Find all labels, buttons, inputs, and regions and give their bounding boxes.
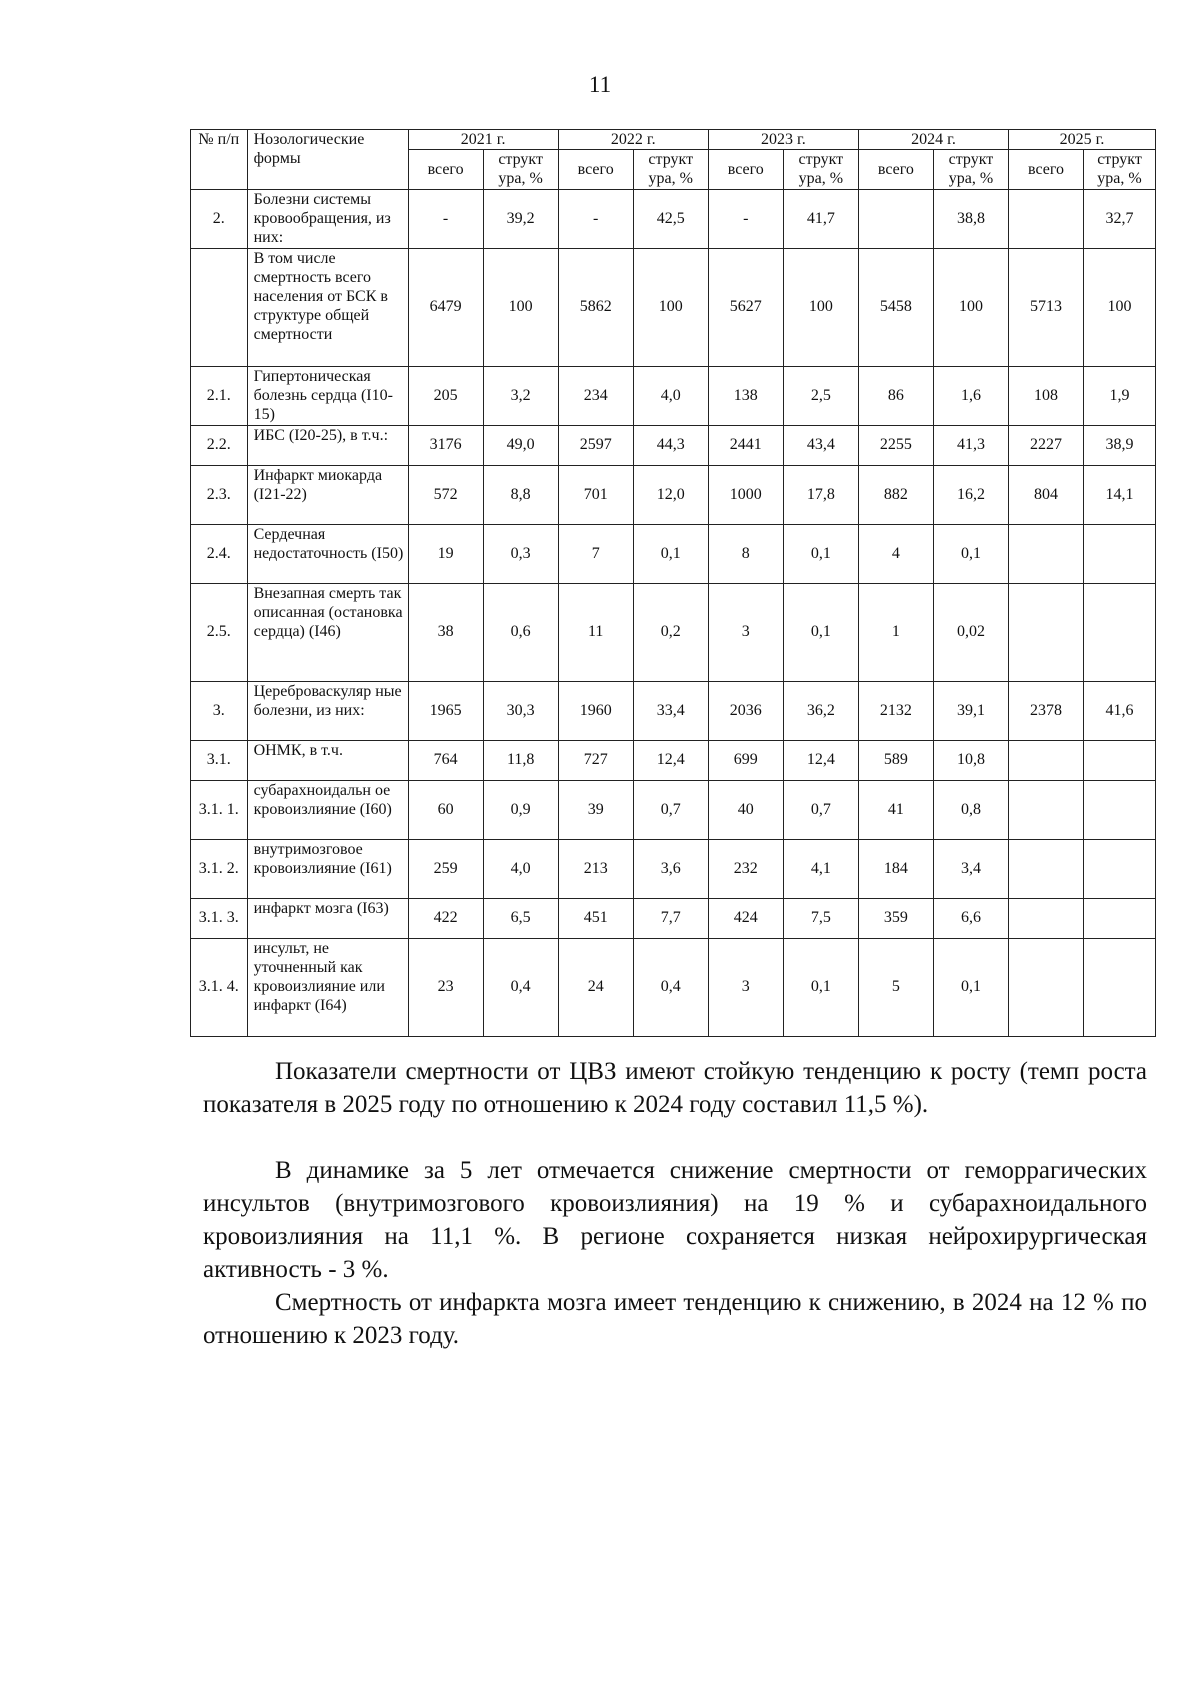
cell-structure: 1,6 xyxy=(933,366,1008,425)
cell-structure xyxy=(1084,524,1156,583)
header-total: всего xyxy=(408,150,483,189)
cell-structure: 42,5 xyxy=(633,189,708,248)
table-row xyxy=(191,465,1156,524)
row-name: В том числе смертность всего населения от БСК в структуре общей смертности xyxy=(247,248,408,366)
cell-structure: 0,1 xyxy=(633,524,708,583)
row-number: 3.1. xyxy=(191,740,248,780)
cell-structure: 17,8 xyxy=(783,465,858,524)
row-number: 3.1. 2. xyxy=(191,839,248,898)
cell-total xyxy=(1009,524,1084,583)
cell-structure: 4,0 xyxy=(483,839,558,898)
cell-total: 589 xyxy=(858,740,933,780)
cell-total: 39 xyxy=(558,780,633,839)
cell-total xyxy=(1009,839,1084,898)
cell-total: 422 xyxy=(408,898,483,938)
cell-total: - xyxy=(708,189,783,248)
table-row xyxy=(191,248,1156,366)
header-total: всего xyxy=(1009,150,1084,189)
cell-total: 699 xyxy=(708,740,783,780)
row-number: 3.1. 4. xyxy=(191,938,248,1036)
cell-structure: 11,8 xyxy=(483,740,558,780)
header-struct: структ ура, % xyxy=(783,150,858,189)
cell-structure: 0,4 xyxy=(483,938,558,1036)
cell-structure: 12,0 xyxy=(633,465,708,524)
cell-structure: 49,0 xyxy=(483,425,558,465)
table-row xyxy=(191,780,1156,839)
cell-total: 3 xyxy=(708,583,783,681)
header-num: № п/п xyxy=(191,130,248,190)
cell-total: 60 xyxy=(408,780,483,839)
cell-total: 8 xyxy=(708,524,783,583)
paragraph-dynamics: В динамике за 5 лет отмечается снижение смертности от геморрагических инсультов (внутримозгового кровоизлияния) на 19 % и субарахноидального кровоизлияния на 11,1 %. В регионе сохраняется низкая нейрохирургическая активность - 3 %. xyxy=(203,1157,1147,1283)
row-number: 2.2. xyxy=(191,425,248,465)
cell-total: 451 xyxy=(558,898,633,938)
cell-structure: 0,6 xyxy=(483,583,558,681)
row-name: внутримозговое кровоизлияние (I61) xyxy=(247,839,408,898)
cell-total: 19 xyxy=(408,524,483,583)
row-name: инфаркт мозга (I63) xyxy=(247,898,408,938)
mortality-table xyxy=(190,129,1156,1037)
cell-total: 2255 xyxy=(858,425,933,465)
cell-structure: 43,4 xyxy=(783,425,858,465)
cell-structure: 16,2 xyxy=(933,465,1008,524)
cell-structure xyxy=(1084,898,1156,938)
cell-total: 5627 xyxy=(708,248,783,366)
table-row xyxy=(191,740,1156,780)
cell-structure: 3,6 xyxy=(633,839,708,898)
cell-total: 359 xyxy=(858,898,933,938)
cell-total: 1965 xyxy=(408,681,483,740)
cell-structure: 6,6 xyxy=(933,898,1008,938)
cell-total: 38 xyxy=(408,583,483,681)
header-struct: структ ура, % xyxy=(483,150,558,189)
cell-structure: 100 xyxy=(1084,248,1156,366)
cell-structure: 6,5 xyxy=(483,898,558,938)
cell-total: 24 xyxy=(558,938,633,1036)
cell-total: 4 xyxy=(858,524,933,583)
cell-structure: 4,0 xyxy=(633,366,708,425)
cell-total: 7 xyxy=(558,524,633,583)
cell-total: 804 xyxy=(1009,465,1084,524)
cell-total: - xyxy=(558,189,633,248)
cell-structure: 7,7 xyxy=(633,898,708,938)
cell-total: 259 xyxy=(408,839,483,898)
cell-total: 5458 xyxy=(858,248,933,366)
cell-total: 2036 xyxy=(708,681,783,740)
cell-total: 572 xyxy=(408,465,483,524)
table-row xyxy=(191,938,1156,1036)
cell-total xyxy=(1009,189,1084,248)
cell-total: 205 xyxy=(408,366,483,425)
table-row xyxy=(191,898,1156,938)
table-row xyxy=(191,524,1156,583)
header-total: всего xyxy=(558,150,633,189)
cell-total: 5862 xyxy=(558,248,633,366)
row-name: ИБС (I20-25), в т.ч.: xyxy=(247,425,408,465)
cell-total: 2441 xyxy=(708,425,783,465)
cell-total: 108 xyxy=(1009,366,1084,425)
header-year: 2023 г. xyxy=(708,130,858,150)
cell-structure: 4,1 xyxy=(783,839,858,898)
cell-structure xyxy=(1084,839,1156,898)
cell-structure: 10,8 xyxy=(933,740,1008,780)
table-row xyxy=(191,425,1156,465)
cell-total: 1 xyxy=(858,583,933,681)
cell-total xyxy=(858,189,933,248)
cell-total: 3176 xyxy=(408,425,483,465)
row-number: 2.5. xyxy=(191,583,248,681)
cell-total xyxy=(1009,583,1084,681)
cell-total: - xyxy=(408,189,483,248)
cell-structure: 0,1 xyxy=(783,583,858,681)
cell-structure: 36,2 xyxy=(783,681,858,740)
row-number: 2.3. xyxy=(191,465,248,524)
cell-structure: 100 xyxy=(633,248,708,366)
table-row xyxy=(191,189,1156,248)
row-name: инсульт, не уточненный как кровоизлияние или инфаркт (I64) xyxy=(247,938,408,1036)
header-struct: структ ура, % xyxy=(933,150,1008,189)
cell-structure: 3,4 xyxy=(933,839,1008,898)
cell-total: 23 xyxy=(408,938,483,1036)
cell-total: 2378 xyxy=(1009,681,1084,740)
cell-total: 882 xyxy=(858,465,933,524)
cell-structure xyxy=(1084,583,1156,681)
cell-total: 701 xyxy=(558,465,633,524)
cell-structure: 41,3 xyxy=(933,425,1008,465)
cell-structure: 8,8 xyxy=(483,465,558,524)
cell-total: 232 xyxy=(708,839,783,898)
header-struct: структ ура, % xyxy=(633,150,708,189)
cell-structure: 100 xyxy=(483,248,558,366)
cell-structure: 44,3 xyxy=(633,425,708,465)
cell-total xyxy=(1009,898,1084,938)
cell-structure: 0,1 xyxy=(933,938,1008,1036)
cell-total: 2132 xyxy=(858,681,933,740)
cell-total: 184 xyxy=(858,839,933,898)
table-row xyxy=(191,366,1156,425)
cell-structure: 0,02 xyxy=(933,583,1008,681)
cell-total: 40 xyxy=(708,780,783,839)
cell-total: 41 xyxy=(858,780,933,839)
cell-total: 5713 xyxy=(1009,248,1084,366)
cell-structure: 0,7 xyxy=(783,780,858,839)
cell-structure: 39,2 xyxy=(483,189,558,248)
cell-structure: 0,8 xyxy=(933,780,1008,839)
cell-total: 234 xyxy=(558,366,633,425)
cell-structure: 7,5 xyxy=(783,898,858,938)
cell-structure: 32,7 xyxy=(1084,189,1156,248)
header-total: всего xyxy=(858,150,933,189)
cell-total: 3 xyxy=(708,938,783,1036)
cell-total: 1960 xyxy=(558,681,633,740)
table-row xyxy=(191,681,1156,740)
paragraph-infarct: Смертность от инфаркта мозга имеет тенденцию к снижению, в 2024 на 12 % по отношению к 2023 году. xyxy=(203,1289,1147,1349)
cell-structure xyxy=(1084,938,1156,1036)
row-name: субарахноидальн ое кровоизлияние (I60) xyxy=(247,780,408,839)
cell-structure: 38,8 xyxy=(933,189,1008,248)
cell-structure xyxy=(1084,740,1156,780)
cell-structure: 0,4 xyxy=(633,938,708,1036)
cell-structure: 33,4 xyxy=(633,681,708,740)
row-number: 3.1. 1. xyxy=(191,780,248,839)
cell-structure: 30,3 xyxy=(483,681,558,740)
cell-total xyxy=(1009,780,1084,839)
cell-structure: 0,7 xyxy=(633,780,708,839)
cell-structure: 3,2 xyxy=(483,366,558,425)
cell-total: 764 xyxy=(408,740,483,780)
cell-structure: 38,9 xyxy=(1084,425,1156,465)
header-struct: структ ура, % xyxy=(1084,150,1156,189)
row-number: 3. xyxy=(191,681,248,740)
cell-total: 11 xyxy=(558,583,633,681)
cell-total xyxy=(1009,938,1084,1036)
cell-structure: 41,7 xyxy=(783,189,858,248)
row-name: Внезапная смерть так описанная (остановка сердца) (I46) xyxy=(247,583,408,681)
cell-total: 2597 xyxy=(558,425,633,465)
row-name: Сердечная недостаточность (I50) xyxy=(247,524,408,583)
header-year: 2024 г. xyxy=(858,130,1008,150)
cell-total: 2227 xyxy=(1009,425,1084,465)
row-number xyxy=(191,248,248,366)
row-name: Болезни системы кровообращения, из них: xyxy=(247,189,408,248)
row-number: 3.1. 3. xyxy=(191,898,248,938)
cell-structure: 0,9 xyxy=(483,780,558,839)
cell-total: 424 xyxy=(708,898,783,938)
table-row xyxy=(191,839,1156,898)
cell-total: 6479 xyxy=(408,248,483,366)
cell-total: 213 xyxy=(558,839,633,898)
header-year: 2022 г. xyxy=(558,130,708,150)
cell-structure: 100 xyxy=(783,248,858,366)
cell-total xyxy=(1009,740,1084,780)
cell-structure: 1,9 xyxy=(1084,366,1156,425)
header-row-years xyxy=(191,130,1156,150)
cell-structure: 12,4 xyxy=(633,740,708,780)
cell-total: 727 xyxy=(558,740,633,780)
cell-total: 1000 xyxy=(708,465,783,524)
cell-structure: 0,1 xyxy=(783,524,858,583)
cell-structure: 0,3 xyxy=(483,524,558,583)
page-number: 11 xyxy=(588,72,612,97)
header-year: 2021 г. xyxy=(408,130,558,150)
row-number: 2. xyxy=(191,189,248,248)
row-name: Инфаркт миокарда (I21-22) xyxy=(247,465,408,524)
cell-structure: 39,1 xyxy=(933,681,1008,740)
table-row xyxy=(191,583,1156,681)
cell-structure: 0,1 xyxy=(933,524,1008,583)
row-number: 2.4. xyxy=(191,524,248,583)
cell-total: 5 xyxy=(858,938,933,1036)
row-name: ОНМК, в т.ч. xyxy=(247,740,408,780)
paragraph-trend: Показатели смертности от ЦВЗ имеют стойкую тенденцию к росту (темп роста показателя в 2025 году по отношению к 2024 году составил 11,5 %). xyxy=(203,1058,1147,1118)
row-name: Цереброваскуляр ные болезни, из них: xyxy=(247,681,408,740)
cell-structure: 0,2 xyxy=(633,583,708,681)
row-name: Гипертоническая болезнь сердца (I10-15) xyxy=(247,366,408,425)
row-number: 2.1. xyxy=(191,366,248,425)
header-name: Нозологические формы xyxy=(247,130,408,190)
cell-structure xyxy=(1084,780,1156,839)
header-year: 2025 г. xyxy=(1009,130,1156,150)
cell-structure: 0,1 xyxy=(783,938,858,1036)
cell-structure: 100 xyxy=(933,248,1008,366)
cell-total: 138 xyxy=(708,366,783,425)
cell-structure: 41,6 xyxy=(1084,681,1156,740)
cell-structure: 14,1 xyxy=(1084,465,1156,524)
header-total: всего xyxy=(708,150,783,189)
cell-structure: 2,5 xyxy=(783,366,858,425)
cell-structure: 12,4 xyxy=(783,740,858,780)
cell-total: 86 xyxy=(858,366,933,425)
